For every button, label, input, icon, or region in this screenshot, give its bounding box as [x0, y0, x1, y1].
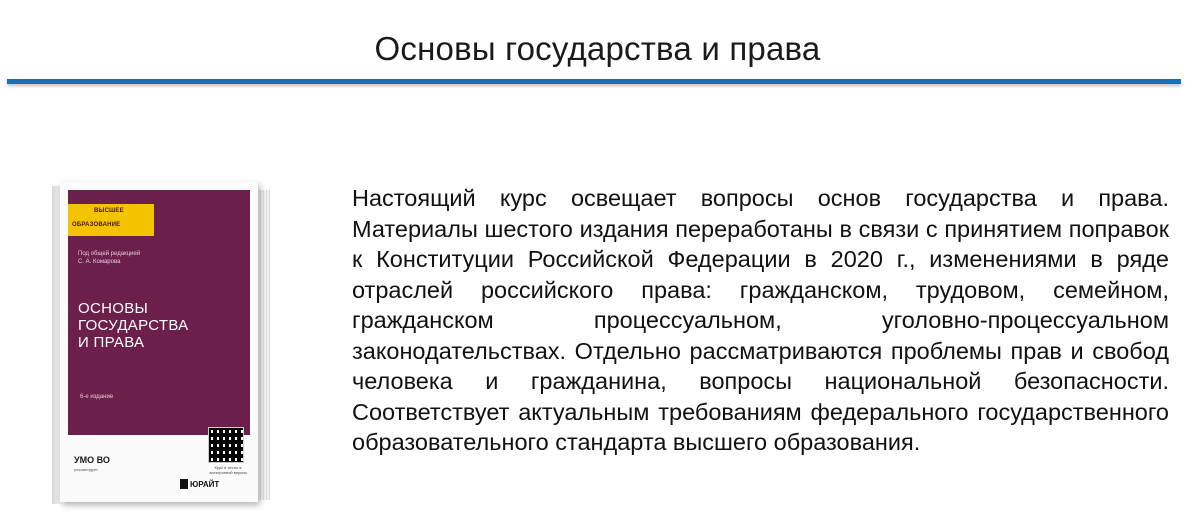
- umo-sublabel: рекомендует: [74, 467, 98, 472]
- badge-line-2: ОБРАЗОВАНИЕ: [72, 222, 121, 228]
- publisher-name: ЮРАЙТ: [190, 480, 220, 489]
- header-divider: [7, 79, 1181, 84]
- qr-caption: Курс и тесты в электронной версии: [209, 465, 247, 475]
- publisher-logo-icon: [180, 479, 188, 489]
- cover-title: ОСНОВЫ ГОСУДАРСТВА И ПРАВА: [78, 300, 189, 351]
- book-cover: [60, 182, 258, 502]
- umo-label: УМО ВО: [74, 455, 110, 465]
- cover-edition: 6-е издание: [80, 394, 114, 400]
- badge-line-1: ВЫСШЕЕ: [94, 208, 124, 214]
- cover-band: [68, 190, 250, 435]
- cover-editor: Под общей редакцией С. А. Комаровa: [78, 251, 141, 265]
- education-badge: [68, 204, 154, 236]
- book-description: Настоящий курс освещает вопросы основ государства и права. Материалы шестого издания переработаны в связи с принятием поправок к Конституции Российской Федерации в 2020 г., изменениями в ряде отраслей российского права: гражданском, трудовом, семейном, гражданском процессуальном, уголовно-процессуальном законодательствах. Отдельно рассматриваются проблемы прав и свобод человека и гражданина, вопросы национальной безопасности. Соответствует актуальным требованиям федерального государственного образовательного стандарта высшего образования.: [352, 185, 1169, 455]
- page-title: Основы государства и права: [374, 30, 821, 68]
- book-cover-image: [52, 180, 277, 510]
- qr-code-icon: [208, 427, 244, 463]
